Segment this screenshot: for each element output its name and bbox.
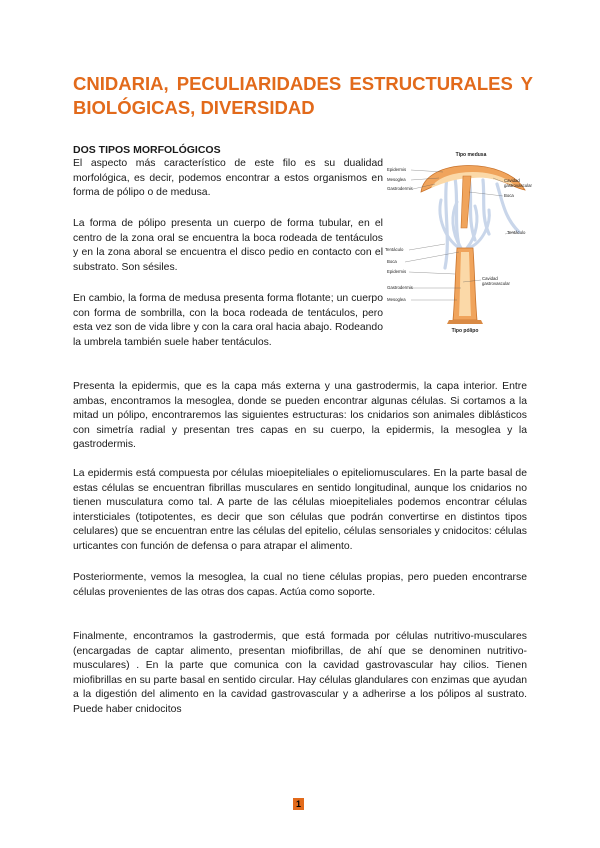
page-number: 1	[293, 798, 304, 810]
paragraph-gastrodermis: Finalmente, encontramos la gastrodermis, que está formada por células nutritivo-musculares (encargadas de captar alimento, presentan miofibrillas, de ahí que se denominen nutritivo-musculares) . En la parte que comunica con la cavidad gastrovascular hay cilios. Tienen miofibrillas en su parte basal en sentido circular. Hay células glandulares con enzimas que ayudan a la digestión del alimento en la cavidad gastrovascular y a adherirse a los pólipos al sustrato. Puede haber cnidocitos	[73, 631, 527, 715]
label-mesoglea-bottom: Mesoglea	[387, 297, 406, 302]
leader-line	[409, 244, 445, 250]
label-gastrodermis-bottom: Gastrodermis	[387, 285, 413, 290]
paragraph-epidermis: La epidermis está compuesta por células mioepiteliales o epiteliomusculares. En la parte basal de estas células se encuentran fibrillas musculares en sentido longitudinal, aunque los cnidarios no tienen musculatura como tal. A parte de las células mioepiteliales podemos encontrar células intersticiales (totipotentes, es decir que son células que podrán convertirse en distintos tipos celulares) que se encuentran entre las células del epitelio, células sensoriales y cnidocitos: células urticantes con función de defensa o para atrapar el alimento.	[73, 468, 527, 552]
cnidaria-diagram	[385, 148, 533, 336]
polyp-pedal-disc	[447, 320, 483, 324]
paragraph-medusa: En cambio, la forma de medusa presenta forma flotante; un cuerpo con forma de sombrilla, con la boca rodeada de tentáculos, pero esta vez son de vida libre y con la cara oral hacia abajo. Rodeando la umbrela también suele haber tentáculos.	[73, 293, 383, 348]
label-cavidad-top: Cavidad	[504, 178, 520, 183]
label-gastrodermis-top: Gastrodermis	[387, 186, 413, 191]
leader-line	[411, 170, 443, 172]
polyp-cavity	[459, 252, 471, 316]
leader-line	[409, 272, 455, 274]
label-tentaculo-left: Tentáculo	[385, 247, 404, 252]
paragraph-mesoglea: Posteriormente, vemos la mesoglea, la cual no tiene células propias, pero pueden encontrarse células provenientes de las otras dos capas. Actúa como soporte.	[73, 572, 527, 598]
page-title: CNIDARIA, PECULIARIDADES ESTRUCTURALES Y BIOLÓGICAS, DIVERSIDAD	[73, 73, 533, 118]
figure-title-medusa: Tipo medusa	[455, 152, 487, 158]
medusa-tentacle	[497, 184, 519, 232]
figure-title-polipo: Tipo pólipo	[451, 328, 479, 334]
label-boca-left: Boca	[387, 259, 397, 264]
label-gastrovascular-bottom: gastrovascular	[482, 281, 510, 286]
label-cavidad-bottom: Cavidad	[482, 276, 498, 281]
cnidaria-diagram-svg	[385, 148, 533, 336]
label-mesoglea-top: Mesoglea	[387, 177, 406, 182]
section-heading: DOS TIPOS MORFOLÓGICOS	[73, 144, 221, 156]
paragraph-polipo: La forma de pólipo presenta un cuerpo de forma tubular, en el centro de la zona oral se encuentra la boca rodeada de tentáculos y en la zona aboral se encuentra el disco pedio en contacto con el substrato. Son sésiles.	[73, 218, 383, 273]
label-boca-top: Boca	[504, 193, 514, 198]
label-epidermis-bottom: Epidermis	[387, 269, 407, 274]
label-epidermis-top: Epidermis	[387, 167, 407, 172]
leader-line	[405, 252, 459, 262]
label-tentaculo-right: Tentáculo	[507, 230, 526, 235]
paragraph-capas: Presenta la epidermis, que es la capa más externa y una gastrodermis, la capa interior. Entre ambas, encontramos la mesoglea, donde se pueden encontrar algunas células. Si cortamos a la mitad un pólipo, encontraremos las siguientes estructuras: los cnidarios son animales diblásticos con simetría radial y presentan tres capas en su cuerpo, la epidermis, la mesoglea y la gastrodermis.	[73, 381, 527, 451]
label-gastrovascular-top: gastrovascular	[504, 183, 532, 188]
paragraph-intro: El aspecto más característico de este filo es su dualidad morfológica, es decir, podemos encontrar a estos organismos en forma de pólipo o de medusa.	[73, 158, 383, 199]
